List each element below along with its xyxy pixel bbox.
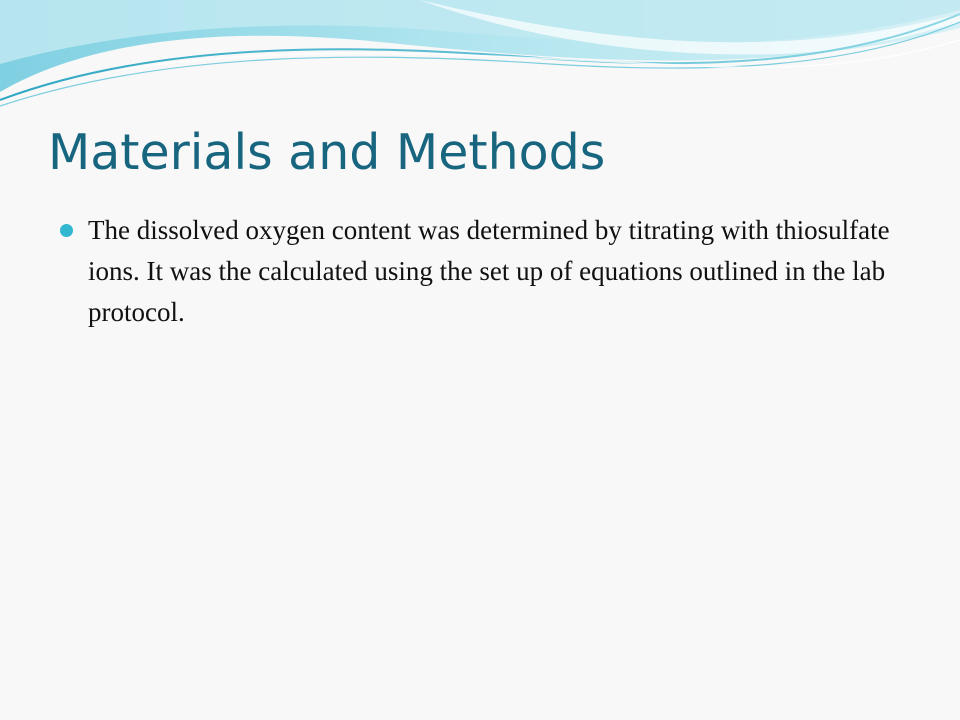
slide-title: Materials and Methods xyxy=(48,124,606,181)
decorative-wave-banner xyxy=(0,0,960,120)
bullet-text: The dissolved oxygen content was determined by titrating with thiosulfate ions. It was the calculated using the set up of equations outlined in the lab protocol. xyxy=(88,215,890,327)
bullet-dot-icon xyxy=(60,224,73,237)
bullet-item xyxy=(60,210,890,333)
slide-body xyxy=(60,210,890,333)
